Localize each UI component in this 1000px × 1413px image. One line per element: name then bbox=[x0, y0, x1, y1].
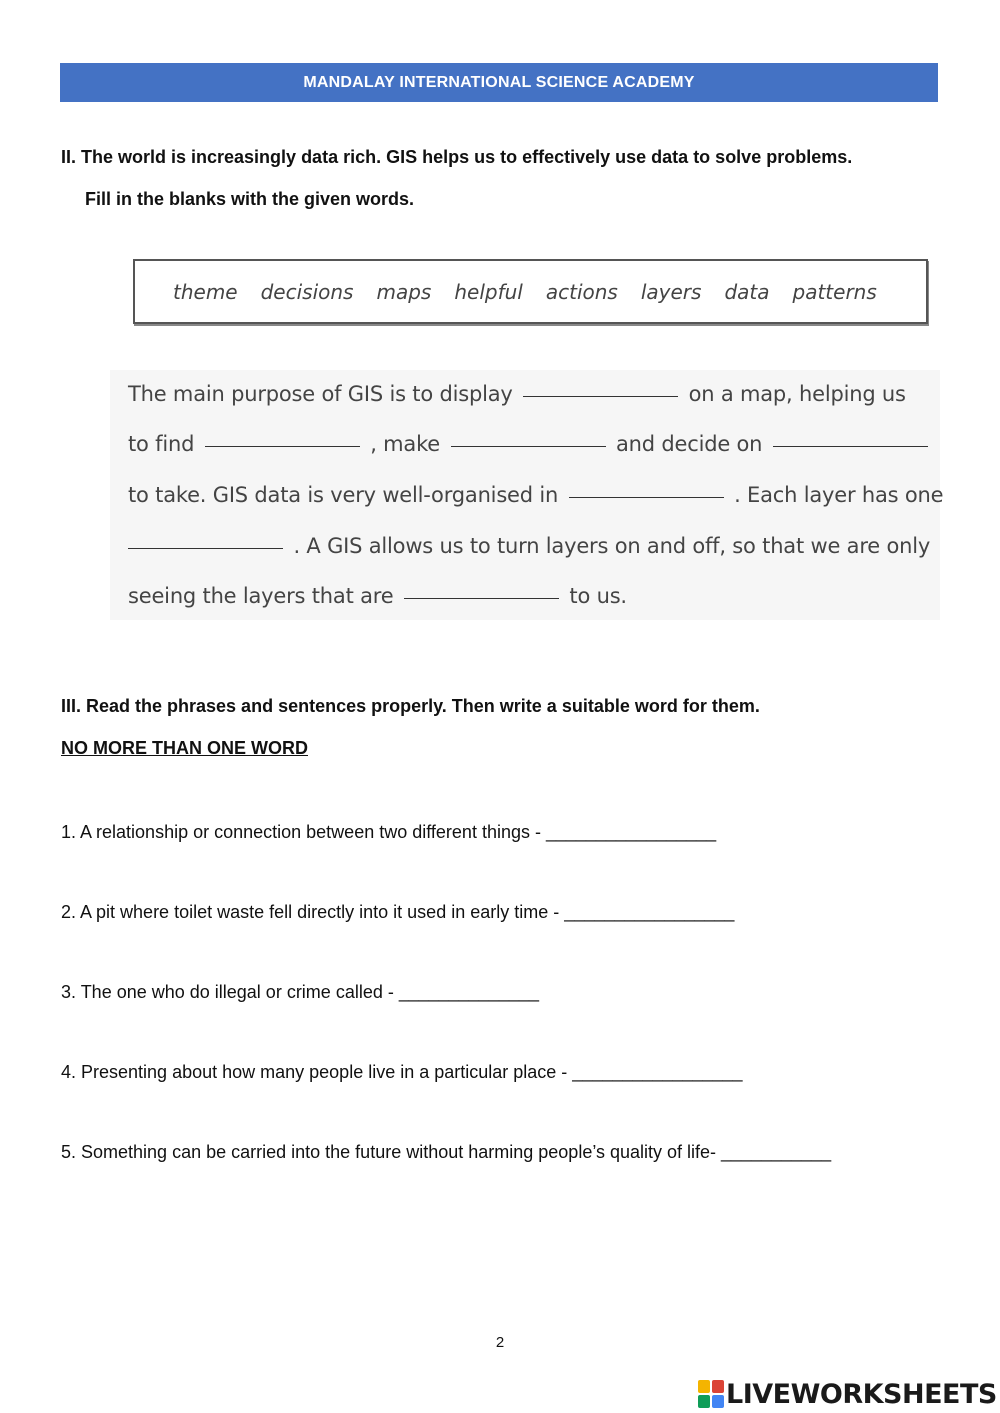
word-bank-item: theme bbox=[173, 279, 238, 304]
section-3-rule: NO MORE THAN ONE WORD bbox=[61, 738, 308, 758]
logo-square-red bbox=[712, 1380, 724, 1393]
question-4[interactable]: 4. Presenting about how many people live in a particular place - _________________ bbox=[61, 1062, 743, 1082]
passage-text: . Each layer has one bbox=[734, 483, 944, 507]
word-bank-item: patterns bbox=[792, 279, 877, 304]
passage-line-4 bbox=[128, 534, 930, 558]
liveworksheets-logo bbox=[698, 1377, 997, 1411]
question-1[interactable]: 1. A relationship or connection between two different things - _________________ bbox=[61, 822, 717, 842]
passage-line-3 bbox=[128, 483, 943, 507]
blank-5[interactable] bbox=[569, 496, 724, 498]
question-2[interactable]: 2. A pit where toilet waste fell directly into it used in early time - _________________ bbox=[61, 902, 735, 922]
section-2-instruction: Fill in the blanks with the given words. bbox=[85, 189, 415, 209]
blank-2[interactable] bbox=[205, 445, 360, 447]
liveworksheets-wordmark: LIVEWORKSHEETS bbox=[726, 1378, 997, 1410]
section-3-heading: III. Read the phrases and sentences properly. Then write a suitable word for them. bbox=[61, 696, 760, 716]
blank-4[interactable] bbox=[773, 445, 928, 447]
passage-line-1 bbox=[128, 382, 906, 406]
word-bank-item: layers bbox=[640, 279, 702, 304]
passage-text: seeing the layers that are bbox=[128, 584, 394, 608]
word-bank-item: decisions bbox=[260, 279, 354, 304]
blank-7[interactable] bbox=[404, 597, 559, 599]
blank-1[interactable] bbox=[523, 395, 678, 397]
passage-text: on a map, helping us bbox=[688, 382, 906, 406]
word-bank-item: data bbox=[724, 279, 770, 304]
passage-text: , make bbox=[370, 432, 441, 456]
question-5[interactable]: 5. Something can be carried into the future without harming people’s quality of life- ___________ bbox=[61, 1142, 832, 1162]
liveworksheets-icon bbox=[698, 1380, 724, 1408]
word-bank-item: maps bbox=[376, 279, 432, 304]
passage-text: and decide on bbox=[615, 432, 763, 456]
passage-line-5 bbox=[128, 584, 627, 608]
word-bank bbox=[133, 259, 928, 324]
fill-in-passage bbox=[110, 370, 944, 620]
passage-text: . A GIS allows us to turn layers on and off, so that we are only bbox=[293, 534, 931, 558]
passage-line-2 bbox=[128, 432, 932, 456]
blank-6[interactable] bbox=[128, 547, 283, 549]
word-bank-item: helpful bbox=[454, 279, 523, 304]
passage-text: to find bbox=[128, 432, 195, 456]
passage-text: to us. bbox=[569, 584, 627, 608]
logo-square-green bbox=[698, 1395, 710, 1408]
logo-square-blue bbox=[712, 1395, 724, 1408]
word-bank-item: actions bbox=[545, 279, 618, 304]
logo-square-yellow bbox=[698, 1380, 710, 1393]
passage-text: to take. GIS data is very well-organised in bbox=[128, 483, 559, 507]
section-2-heading: II. The world is increasingly data rich. GIS helps us to effectively use data to solve problems. bbox=[61, 147, 853, 167]
school-name: MANDALAY INTERNATIONAL SCIENCE ACADEMY bbox=[303, 73, 695, 91]
page-number: 2 bbox=[495, 1334, 505, 1351]
passage-text: The main purpose of GIS is to display bbox=[128, 382, 513, 406]
school-header-bar bbox=[60, 63, 938, 102]
blank-3[interactable] bbox=[451, 445, 606, 447]
question-3[interactable]: 3. The one who do illegal or crime called - ______________ bbox=[61, 982, 539, 1002]
